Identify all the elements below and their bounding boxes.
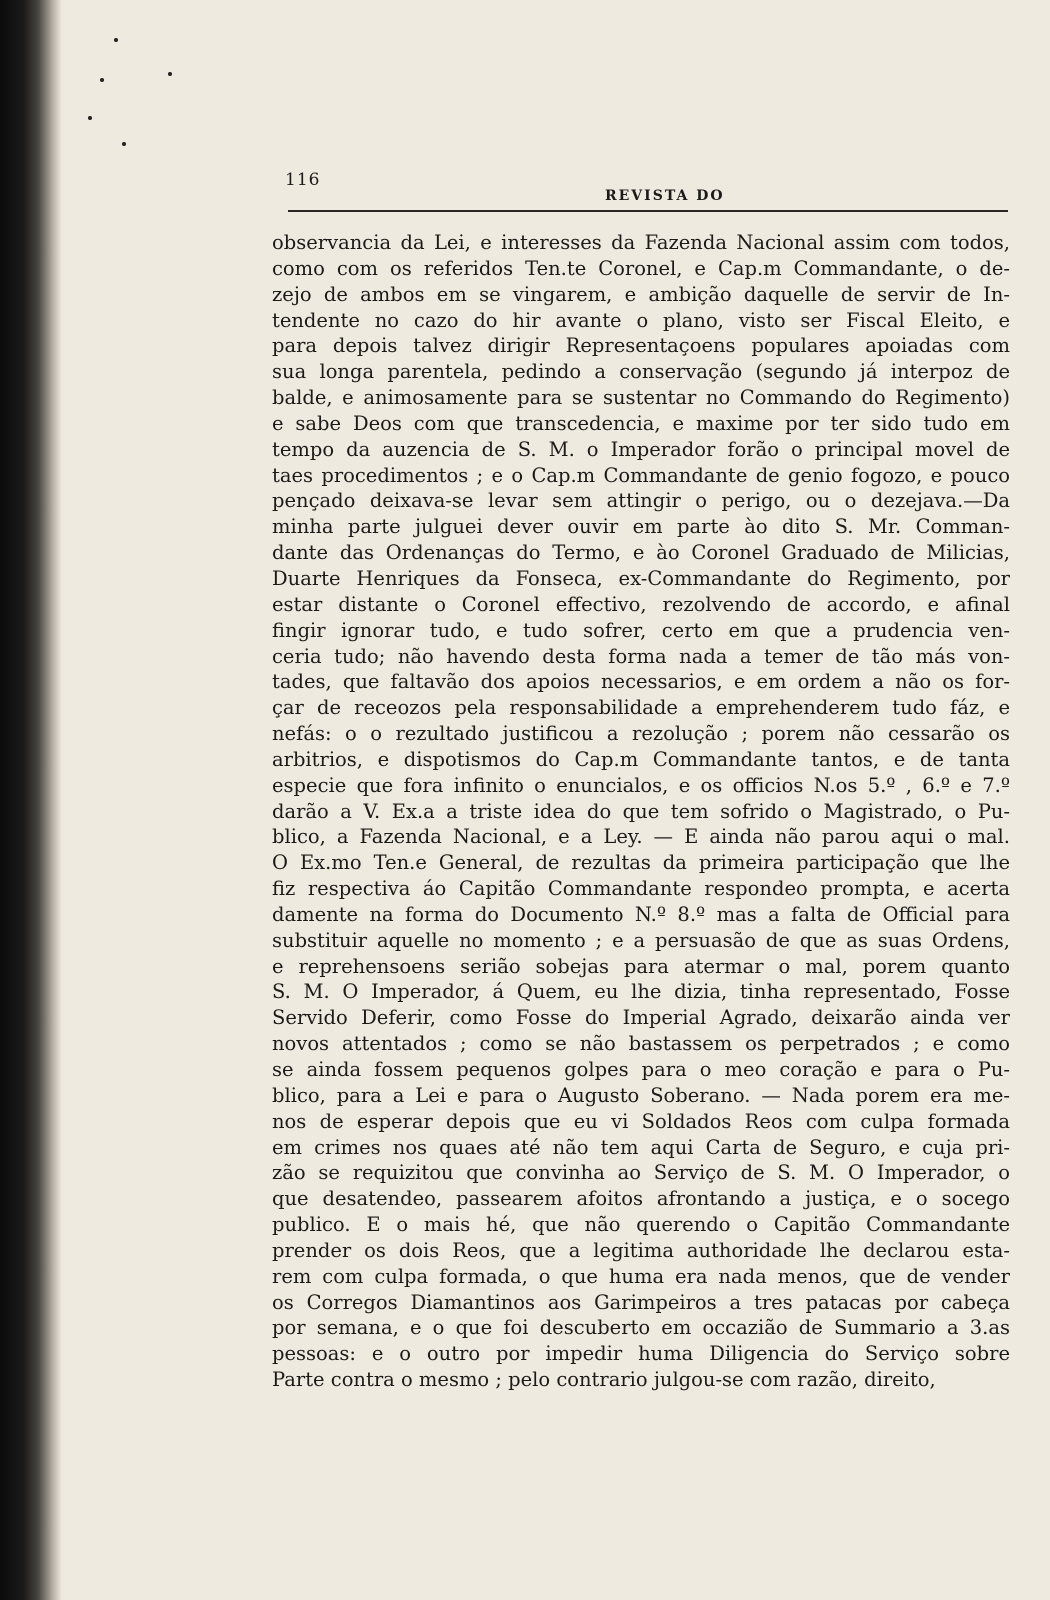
text-line: por semana, e o que foi descuberto em occazião de Summario a 3.as bbox=[272, 1316, 1010, 1340]
text-line: e reprehensoens serião sobejas para atermar o mal, porem quanto bbox=[272, 954, 1010, 978]
text-line: S. M. O Imperador, á Quem, eu lhe dizia, tinha representado, Fosse bbox=[272, 980, 1010, 1004]
text-line: ceria tudo; não havendo desta forma nada a temer de tão más von- bbox=[272, 644, 1010, 668]
text-line: darão a V. Ex.a a triste idea do que tem sofrido o Magistrado, o Pu- bbox=[272, 799, 1010, 823]
text-line: em crimes nos quaes até não tem aqui Carta de Seguro, e cuja pri- bbox=[272, 1135, 1010, 1159]
text-line: taes procedimentos ; e o Cap.m Commandante de genio fogozo, e pouco bbox=[272, 463, 1010, 487]
text-line: balde, e animosamente para se sustentar no Commando do Regimento) bbox=[272, 386, 1010, 410]
text-line: Parte contra o mesmo ; pelo contrario julgou-se com razão, direito, bbox=[272, 1368, 936, 1392]
text-line: zão se requizitou que convinha ao Serviço de S. M. O Imperador, o bbox=[272, 1161, 1010, 1185]
text-line: observancia da Lei, e interesses da Fazenda Nacional assim com todos, bbox=[272, 231, 1010, 254]
text-line: que desatendeo, passearem afoitos afrontando a justiça, e o socego bbox=[272, 1187, 1010, 1211]
book-spine-shadow bbox=[0, 0, 62, 1600]
header-rule bbox=[288, 210, 1008, 212]
text-line: arbitrios, e dispotismos do Cap.m Commandante tantos, e de tanta bbox=[272, 747, 1010, 771]
running-head: REVISTA DO bbox=[605, 188, 725, 204]
text-line: tades, que faltavão dos apoios necessarios, e em ordem a não os for- bbox=[272, 670, 1010, 694]
text-line: sua longa parentela, pedindo a conservação (segundo já interpoz de bbox=[272, 360, 1010, 384]
text-line: fingir ignorar tudo, e tudo sofrer, certo em que a prudencia ven- bbox=[272, 618, 1010, 642]
text-line: para depois talvez dirigir Representaçoens populares apoiadas com bbox=[272, 334, 1010, 358]
text-line: se ainda fossem pequenos golpes para o meo coração e para o Pu- bbox=[272, 1058, 1010, 1081]
text-line: çar de receozos pela responsabilidade a emprehenderem tudo fáz, e bbox=[272, 696, 1010, 720]
text-line: novos attentados ; como se não bastassem os perpetrados ; e como bbox=[272, 1032, 1010, 1056]
text-line: minha parte julguei dever ouvir em parte ào dito S. Mr. Comman- bbox=[272, 515, 1010, 539]
text-line: especie que fora infinito o enuncialos, e os officios N.os 5.º , 6.º e 7.º bbox=[272, 773, 1010, 797]
text-line: pessoas: e o outro por impedir huma Diligencia do Serviço sobre bbox=[272, 1342, 1010, 1366]
text-line: e sabe Deos com que transcedencia, e maxime por ter sido tudo em bbox=[272, 411, 1010, 435]
text-line: publico. E o mais hé, que não querendo o Capitão Commandante bbox=[272, 1213, 1010, 1237]
text-line: zejo de ambos em se vingarem, e ambição daquelle de servir de In- bbox=[272, 282, 1010, 306]
text-line: nos de esperar depois que eu vi Soldados Reos com culpa formada bbox=[272, 1109, 1010, 1133]
text-line: prender os dois Reos, que a legitima authoridade lhe declarou esta- bbox=[272, 1238, 1010, 1262]
text-line: O Ex.mo Ten.e General, de rezultas da primeira participação que lhe bbox=[272, 851, 1010, 875]
text-line: rem com culpa formada, o que huma era nada menos, que de vender bbox=[272, 1264, 1010, 1288]
text-line: blico, para a Lei e para o Augusto Soberano. — Nada porem era me- bbox=[272, 1083, 1010, 1107]
text-line: estar distante o Coronel effectivo, rezolvendo de accordo, e afinal bbox=[272, 592, 1010, 616]
text-line: Duarte Henriques da Fonseca, ex-Commandante do Regimento, por bbox=[272, 566, 1010, 590]
text-line: dante das Ordenanças do Termo, e ào Coronel Graduado de Milicias, bbox=[272, 541, 1010, 565]
text-line: Servido Deferir, como Fosse do Imperial Agrado, deixarão ainda ver bbox=[272, 1006, 1010, 1030]
text-line: substituir aquelle no momento ; e a persuasão de que as suas Ordens, bbox=[272, 928, 1010, 952]
text-line: damente na forma do Documento N.º 8.º mas a falta de Official para bbox=[272, 902, 1010, 926]
text-line: fiz respectiva áo Capitão Commandante respondeo prompta, e acerta bbox=[272, 877, 1010, 901]
text-line: tempo da auzencia de S. M. o Imperador forão o principal movel de bbox=[272, 437, 1010, 461]
text-line: os Corregos Diamantinos aos Garimpeiros a tres patacas por cabeça bbox=[272, 1290, 1010, 1314]
text-line: nefás: o o rezultado justificou a rezolução ; porem não cessarão os bbox=[272, 722, 1010, 746]
scan-specks bbox=[70, 20, 220, 160]
body-text bbox=[272, 230, 1010, 1393]
page-header bbox=[285, 170, 1010, 210]
text-line: tendente no cazo do hir avante o plano, visto ser Fiscal Eleito, e bbox=[272, 308, 1010, 332]
text-line: como com os referidos Ten.te Coronel, e Cap.m Commandante, o de- bbox=[272, 256, 1010, 280]
page-number: 116 bbox=[285, 170, 321, 190]
text-line: blico, a Fazenda Nacional, e a Ley. — E ainda não parou aqui o mal. bbox=[272, 825, 1010, 849]
text-line: pençado deixava-se levar sem attingir o perigo, ou o dezejava.—Da bbox=[272, 489, 1010, 513]
